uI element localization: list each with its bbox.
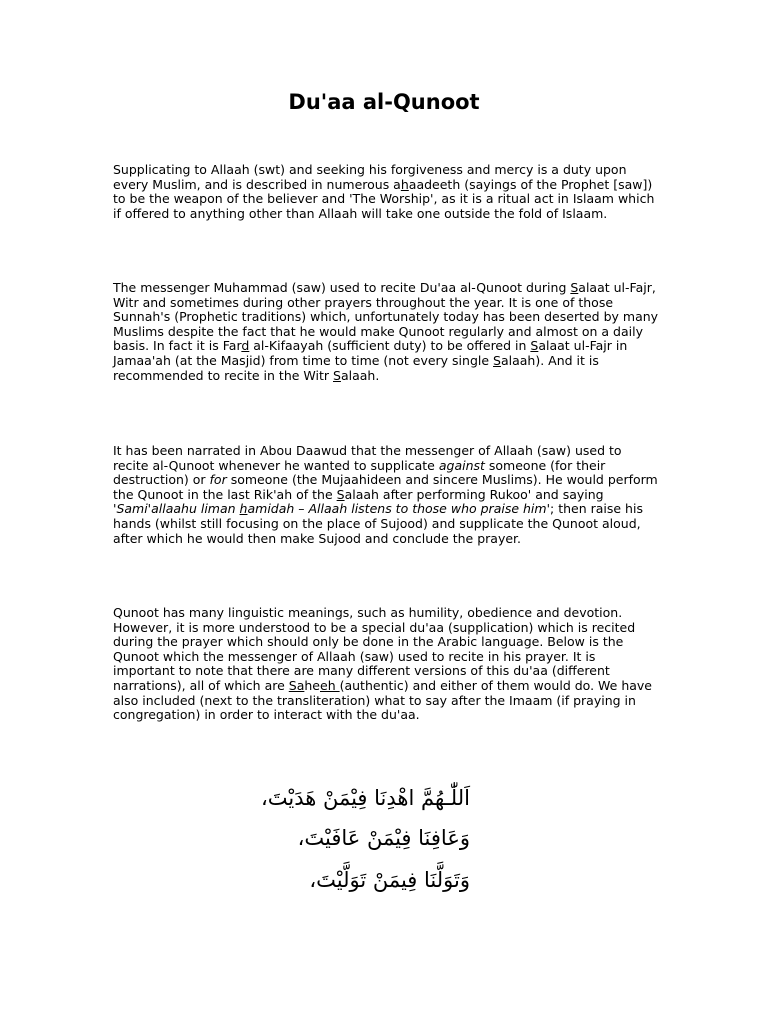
text-run: al-Kifaayah (sufficient duty) to be offered in bbox=[249, 338, 531, 354]
arabic-line-2: وَعَافِنَا فِيْمَنْ عَافَيْتَ، bbox=[297, 826, 470, 850]
text-run: S bbox=[570, 280, 579, 295]
text-run: eh bbox=[320, 677, 340, 693]
text-run: S bbox=[493, 352, 501, 368]
text-run: someone (for their destruction) or bbox=[113, 457, 606, 488]
text-run: alaah. bbox=[340, 367, 380, 383]
paragraph-abou-daawud bbox=[113, 444, 661, 546]
text-run: S bbox=[336, 486, 345, 502]
text-run: (authentic) and either of them would do. We have also included (next to the transliteration) what to say after the Imaam (if praying in congregation) in order to interact with the du'aa. bbox=[113, 677, 652, 723]
text-run: amidah – Allaah listens to those who praise him bbox=[247, 501, 547, 517]
text-run: Supplicating to Allaah (swt) and seeking his forgiveness and mercy is a duty upon every Muslim, and is described in numerous a bbox=[113, 162, 627, 192]
paragraph-messenger-recited bbox=[113, 281, 661, 383]
paragraph-supplicating bbox=[113, 163, 661, 221]
text-run: aadeeth (sayings of the Prophet [saw]) to be the weapon of the believer and 'The Worship', as it is a ritual act in Islaam which if offered to anything other than Allaah will take one outside the fold of Islaam. bbox=[113, 176, 655, 221]
arabic-line-1: اَللّٰـهُمَّ اهْدِنَا فِيْمَنْ هَدَيْتَ، bbox=[260, 786, 470, 810]
text-run: S bbox=[530, 338, 539, 354]
text-run: '; then raise his hands (whilst still focusing on the place of Sujood) and supplicate the Qunoot aloud, after which he would then make Sujood and conclude the prayer. bbox=[113, 501, 643, 546]
text-run: he bbox=[304, 677, 320, 693]
text-run: alaah). And it is recommended to recite in the Witr bbox=[113, 352, 599, 383]
page-title: Du'aa al-Qunoot bbox=[288, 90, 480, 114]
text-run: alaat ul-Fajr, Witr and sometimes during other prayers throughout the year. It is one of those Sunnah's (Prophetic traditions) which, unfortunately today has been deserted by many Muslims despite the fact that he would make Qunoot regularly and almost on a daily basis. In fact it is Far bbox=[113, 280, 659, 354]
paragraph-qunoot-meanings bbox=[113, 606, 661, 723]
text-run: The messenger Muhammad (saw) used to recite Du'aa al-Qunoot during bbox=[113, 280, 571, 295]
text-run: Qunoot has many linguistic meanings, such as humility, obedience and devotion. However, it is more understood to be a special du'aa (supplication) which is recited during the prayer which should only be done in the Arabic language. Below is the Qunoot which the messenger of Allaah (saw) used to recite in his prayer. It is important to note that there are many different versions of this du'aa (different narrations), all of which are bbox=[113, 605, 636, 693]
text-run: someone (the Mujaahideen and sincere Muslims). He would perform the Qunoot in the last Rik'ah of the bbox=[113, 472, 658, 502]
text-run: for bbox=[209, 472, 227, 488]
text-run: h bbox=[239, 501, 248, 517]
text-run: S bbox=[333, 367, 341, 383]
text-run: Sami'allaahu liman bbox=[116, 501, 240, 517]
text-run: d bbox=[241, 338, 250, 354]
arabic-line-3: وَتَوَلَّنَا فِيمَنْ تَوَلَّيْتَ، bbox=[309, 868, 470, 892]
text-run: h bbox=[400, 176, 409, 192]
text-run: against bbox=[438, 457, 485, 473]
text-run: alaah after performing Rukoo' and saying ' bbox=[113, 486, 604, 517]
text-run: Sa bbox=[288, 677, 305, 693]
text-run: It has been narrated in Abou Daawud that the messenger of Allaah (saw) used to recite al-Qunoot whenever he wanted to supplicate bbox=[113, 443, 622, 473]
text-run: alaat ul-Fajr in Jamaa'ah (at the Masjid) from time to time (not every single bbox=[113, 338, 628, 368]
